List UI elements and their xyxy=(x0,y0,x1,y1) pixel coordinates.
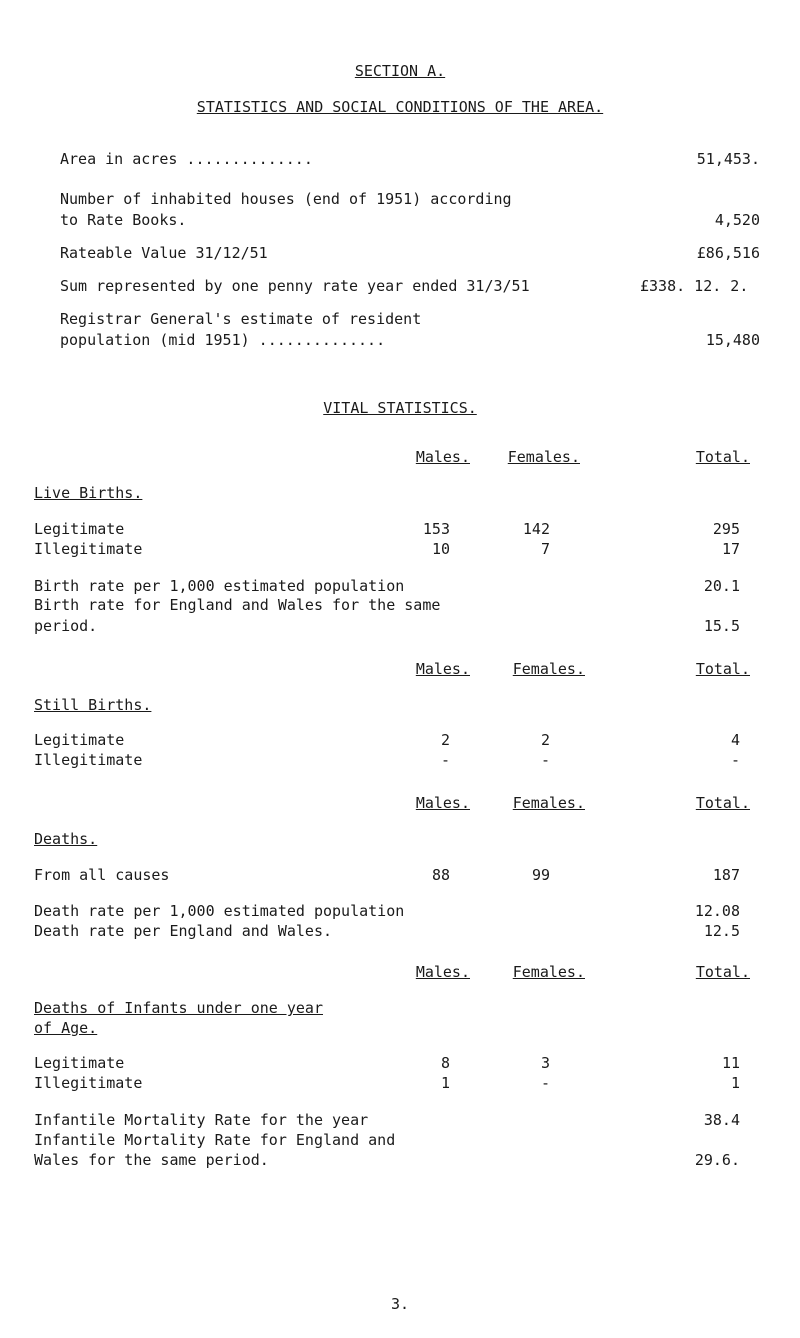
houses-label-2: to Rate Books. xyxy=(60,211,187,229)
row-label: Illegitimate xyxy=(34,751,143,769)
cell-females: 2 xyxy=(540,731,550,749)
cell-males: 153 xyxy=(422,520,450,538)
col-header-females: Females. xyxy=(507,448,580,466)
cell-total: 11 xyxy=(721,1054,740,1072)
page-number: 3. xyxy=(390,1295,410,1313)
infant-rate-label: Infantile Mortality Rate for the year xyxy=(34,1111,369,1129)
rateable-label: Rateable Value 31/12/51 xyxy=(60,244,268,262)
col-header-males: Males. xyxy=(415,660,470,678)
birth-rate-ew-label-2: period. xyxy=(34,617,98,635)
col-header-males: Males. xyxy=(415,963,470,981)
cell-total: 187 xyxy=(712,866,740,884)
cell-males: 88 xyxy=(431,866,450,884)
col-header-females: Females. xyxy=(512,660,585,678)
cell-total: 17 xyxy=(721,540,740,558)
infant-deaths-heading-2: of Age. xyxy=(34,1019,98,1037)
row-label: Illegitimate xyxy=(34,540,143,558)
cell-males: 10 xyxy=(431,540,450,558)
birth-rate-label: Birth rate per 1,000 estimated population xyxy=(34,577,405,595)
infant-rate-value: 38.4 xyxy=(703,1111,740,1129)
cell-females: 142 xyxy=(522,520,550,538)
houses-label: Number of inhabited houses (end of 1951) according xyxy=(60,190,512,208)
population-label: Registrar General's estimate of resident xyxy=(60,310,422,328)
row-label: Legitimate xyxy=(34,731,125,749)
col-header-males: Males. xyxy=(415,794,470,812)
still-births-heading: Still Births. xyxy=(34,696,152,714)
area-value: 51,453. xyxy=(696,150,760,168)
cell-total: - xyxy=(730,751,740,769)
cell-males: 1 xyxy=(440,1074,450,1092)
cell-total: 1 xyxy=(730,1074,740,1092)
cell-females: - xyxy=(540,751,550,769)
infant-rate-ew-value: 29.6. xyxy=(694,1151,740,1169)
row-label: Legitimate xyxy=(34,1054,125,1072)
row-label: Legitimate xyxy=(34,520,125,538)
cell-females: - xyxy=(540,1074,550,1092)
infant-deaths-heading: Deaths of Infants under one year xyxy=(34,999,323,1017)
birth-rate-ew-label: Birth rate for England and Wales for the same xyxy=(34,596,441,614)
infant-rate-ew-label: Infantile Mortality Rate for England and xyxy=(34,1131,396,1149)
col-header-total: Total. xyxy=(695,660,750,678)
col-header-total: Total. xyxy=(695,794,750,812)
col-header-females: Females. xyxy=(512,963,585,981)
vital-title: VITAL STATISTICS. xyxy=(323,399,477,417)
infant-rate-ew-label-2: Wales for the same period. xyxy=(34,1151,269,1169)
cell-males: - xyxy=(440,751,450,769)
death-rate-value: 12.08 xyxy=(694,902,740,920)
population-value: 15,480 xyxy=(705,331,760,349)
rateable-value: £86,516 xyxy=(696,244,760,262)
col-header-total: Total. xyxy=(695,963,750,981)
cell-males: 2 xyxy=(440,731,450,749)
page-subtitle: STATISTICS AND SOCIAL CONDITIONS OF THE AREA. xyxy=(196,98,604,116)
cell-females: 3 xyxy=(540,1054,550,1072)
live-births-heading: Live Births. xyxy=(34,484,143,502)
col-header-females: Females. xyxy=(512,794,585,812)
area-label: Area in acres .............. xyxy=(60,150,313,168)
penny-rate-label: Sum represented by one penny rate year ended 31/3/51 xyxy=(60,277,530,295)
houses-value: 4,520 xyxy=(714,211,760,229)
death-rate-label: Death rate per 1,000 estimated population xyxy=(34,902,405,920)
deaths-heading: Deaths. xyxy=(34,830,98,848)
cell-total: 4 xyxy=(730,731,740,749)
cell-total: 295 xyxy=(712,520,740,538)
death-rate-ew-value: 12.5 xyxy=(703,922,740,940)
penny-rate-value: £338. 12. 2. xyxy=(640,277,749,295)
birth-rate-value: 20.1 xyxy=(703,577,740,595)
cell-males: 8 xyxy=(440,1054,450,1072)
col-header-males: Males. xyxy=(415,448,470,466)
section-title: SECTION A. xyxy=(354,62,446,80)
birth-rate-ew-value: 15.5 xyxy=(703,617,740,635)
col-header-total: Total. xyxy=(695,448,750,466)
death-rate-ew-label: Death rate per England and Wales. xyxy=(34,922,333,940)
row-label: Illegitimate xyxy=(34,1074,143,1092)
population-label-2: population (mid 1951) .............. xyxy=(60,331,386,349)
row-label: From all causes xyxy=(34,866,170,884)
cell-females: 99 xyxy=(531,866,550,884)
cell-females: 7 xyxy=(540,540,550,558)
